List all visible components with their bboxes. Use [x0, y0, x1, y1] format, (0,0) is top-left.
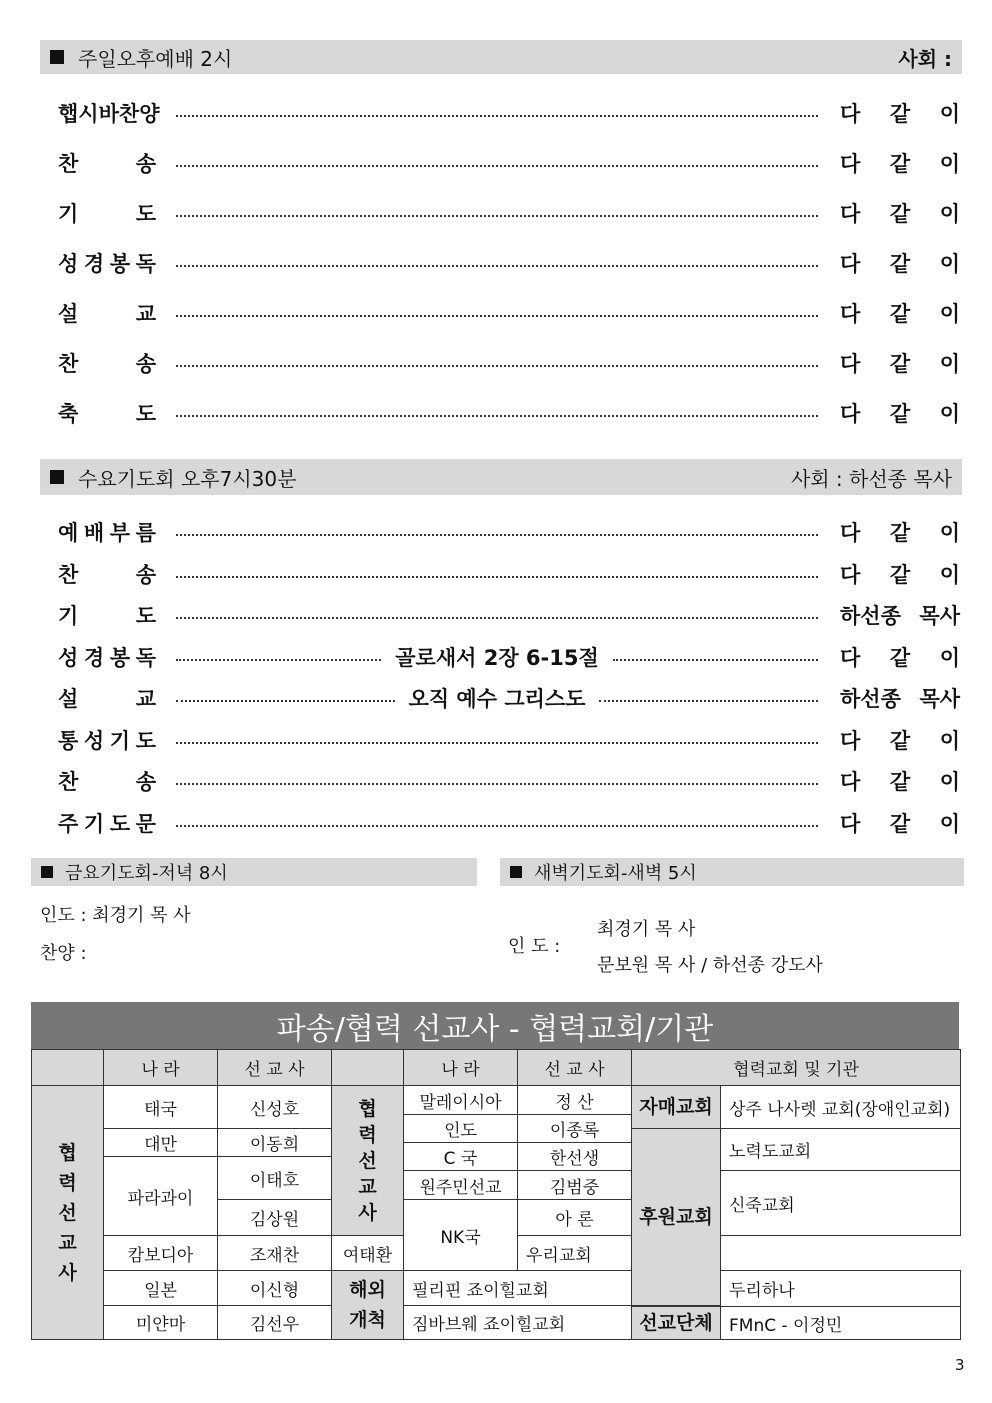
dotted-leader [176, 700, 395, 702]
left-country: 태국 [104, 1086, 218, 1129]
program-detail: 오직 예수 그리스도 [408, 687, 586, 711]
sunday-host: 사회 : [898, 46, 952, 71]
label-glyph: 경 [83, 646, 105, 670]
square-bullet-icon [41, 866, 53, 878]
mission-org: FMnC - 이정민 [721, 1307, 961, 1340]
label-glyph: 주 [58, 812, 79, 836]
label-glyph: 같 [889, 152, 911, 176]
label-glyph: 송 [135, 352, 156, 376]
label-glyph: 이 [939, 252, 960, 276]
label-glyph: 같 [889, 646, 911, 670]
program-value [840, 725, 960, 755]
support-church: 노력도교회 [721, 1129, 961, 1171]
program-row [58, 148, 960, 178]
header-blank [32, 1050, 104, 1086]
program-value [840, 298, 960, 328]
label-glyph: 목사 [919, 687, 961, 711]
dawn-title: 새벽기도회-새벽 5시 [534, 863, 697, 884]
label-glyph: 축 [58, 402, 79, 426]
program-row [58, 559, 960, 589]
label-glyph: 기 [58, 202, 79, 226]
dotted-leader [613, 659, 818, 661]
wednesday-title: 수요기도회 오후7시30분 [78, 466, 297, 491]
program-label [58, 725, 156, 755]
label-glyph: 찬 [58, 770, 79, 794]
program-value [840, 248, 960, 278]
label-glyph: 예 [58, 521, 79, 545]
label-glyph: 같 [889, 812, 911, 836]
left-country: 파라과이 [104, 1157, 218, 1236]
dotted-leader [176, 415, 818, 417]
label-glyph: 다 [840, 202, 861, 226]
label-glyph: 이 [939, 352, 960, 376]
mid-country: 인도 [404, 1115, 518, 1143]
dotted-leader [176, 576, 818, 578]
mid-country: C 국 [404, 1143, 518, 1171]
dotted-leader [176, 825, 818, 827]
label-glyph: 다 [840, 646, 861, 670]
label-glyph: 같 [889, 252, 911, 276]
label-glyph: 같 [889, 770, 911, 794]
program-row [58, 683, 960, 713]
left-country: 미얀마 [104, 1306, 218, 1340]
dawn-leader-2: 문보원 목 사 / 하선종 강도사 [597, 955, 823, 976]
program-value [840, 148, 960, 178]
label-glyph: 문 [135, 812, 156, 836]
label-glyph: 다 [840, 563, 861, 587]
label-glyph: 다 [840, 812, 861, 836]
label-glyph: 찬 [58, 352, 79, 376]
label-glyph: 기 [83, 812, 105, 836]
program-row [58, 348, 960, 378]
square-bullet-icon [50, 50, 64, 64]
label-glyph: 도 [135, 729, 156, 753]
label-glyph: 름 [135, 521, 156, 545]
header-country: 나 라 [104, 1050, 218, 1086]
header-missionary: 선 교 사 [218, 1050, 332, 1086]
label-glyph: 하선종 [840, 687, 901, 711]
program-label [58, 248, 156, 278]
mid-name: 정 산 [518, 1086, 632, 1115]
program-label [58, 398, 156, 428]
label-glyph: 이 [939, 402, 960, 426]
label-glyph: 다 [840, 402, 861, 426]
label-glyph: 교 [135, 302, 156, 326]
dotted-leader [176, 315, 818, 317]
label-glyph: 도 [109, 812, 131, 836]
label-glyph: 성 [83, 729, 105, 753]
label-glyph: 찬 [58, 152, 79, 176]
header-partners: 협력교회 및 기관 [632, 1050, 961, 1086]
mid-country: 원주민선교 [404, 1171, 518, 1200]
label-glyph: 이 [939, 729, 960, 753]
missions-table [31, 1049, 961, 1340]
program-value [840, 808, 960, 838]
dotted-leader [176, 659, 381, 661]
label-glyph: 봉 [109, 646, 131, 670]
label-glyph: 경 [83, 252, 105, 276]
header-blank [332, 1050, 404, 1086]
label-glyph: 양 [139, 102, 160, 126]
dotted-leader [176, 115, 818, 117]
program-row [58, 517, 960, 547]
overseas-label-text: 해외 개척 [349, 1279, 386, 1331]
overseas-church: 짐바브웨 죠이힐교회 [404, 1306, 632, 1340]
sister-church: 상주 나사렛 교회(장애인교회) [721, 1086, 961, 1129]
label-glyph: 교 [135, 687, 156, 711]
label-glyph: 이 [939, 302, 960, 326]
program-label [58, 559, 156, 589]
program-value [840, 642, 960, 672]
program-row [58, 725, 960, 755]
label-glyph: 같 [889, 563, 911, 587]
label-glyph: 송 [135, 770, 156, 794]
label-glyph: 같 [889, 352, 911, 376]
wednesday-host: 사회 : 하선종 목사 [790, 466, 952, 491]
dawn-leader-1: 최경기 목 사 [597, 919, 696, 940]
page-number: 3 [955, 1356, 965, 1374]
overseas-label [332, 1271, 404, 1340]
program-label [58, 808, 156, 838]
mid-country: 말레이시아 [404, 1086, 518, 1115]
label-glyph: 부 [109, 521, 131, 545]
left-name: 이태호 [218, 1157, 332, 1200]
left-name: 이신형 [218, 1271, 332, 1306]
program-value [840, 517, 960, 547]
label-glyph: 같 [889, 102, 911, 126]
program-row [58, 298, 960, 328]
label-glyph: 이 [939, 770, 960, 794]
label-glyph: 시 [78, 102, 99, 126]
program-label [58, 198, 156, 228]
label-glyph: 기 [58, 604, 79, 628]
left-country: 캄보디아 [104, 1236, 218, 1271]
label-glyph: 이 [939, 646, 960, 670]
square-bullet-icon [510, 866, 522, 878]
support-label: 후원교회 [632, 1129, 721, 1306]
left-name: 조재찬 [218, 1236, 332, 1271]
program-value [840, 398, 960, 428]
program-label [58, 348, 156, 378]
label-glyph: 독 [135, 252, 156, 276]
wednesday-header [40, 459, 962, 495]
program-value [840, 683, 960, 713]
sister-label: 자매교회 [632, 1086, 721, 1129]
label-glyph: 도 [135, 202, 156, 226]
friday-header [31, 858, 477, 886]
dotted-leader [176, 215, 818, 217]
square-bullet-icon [50, 470, 64, 484]
label-glyph: 이 [939, 202, 960, 226]
program-value [840, 198, 960, 228]
label-glyph: 이 [939, 812, 960, 836]
program-label [58, 683, 156, 713]
program-value [840, 766, 960, 796]
dawn-leader-label: 인 도 : [508, 936, 561, 957]
friday-worship: 찬양 : [40, 943, 87, 964]
program-detail: 골로새서 2장 6-15절 [395, 646, 599, 670]
dotted-leader [176, 783, 818, 785]
label-glyph: 도 [135, 604, 156, 628]
program-row [58, 98, 960, 128]
org-label: 선교단체 [632, 1307, 721, 1340]
left-country: 일본 [104, 1271, 218, 1306]
side-label-left [32, 1086, 104, 1340]
overseas-church: 필리핀 죠이힐교회 [404, 1271, 632, 1306]
label-glyph: 다 [840, 252, 861, 276]
dotted-leader [176, 165, 818, 167]
label-glyph: 배 [83, 521, 105, 545]
program-label [58, 600, 156, 630]
label-glyph: 같 [889, 202, 911, 226]
label-glyph: 다 [840, 302, 861, 326]
left-country: 대만 [104, 1129, 218, 1157]
label-glyph: 이 [939, 152, 960, 176]
label-glyph: 독 [135, 646, 156, 670]
label-glyph: 찬 [58, 563, 79, 587]
sunday-title: 주일오후예배 2시 [78, 46, 233, 71]
label-glyph: 송 [135, 152, 156, 176]
label-glyph: 같 [889, 521, 911, 545]
mid-name: 여태환 [332, 1236, 404, 1271]
label-glyph: 바 [98, 102, 119, 126]
missions-title: 파송/협력 선교사 - 협력교회/기관 [31, 1002, 959, 1050]
label-glyph: 이 [939, 563, 960, 587]
label-glyph: 같 [889, 302, 911, 326]
label-glyph: 통 [58, 729, 79, 753]
label-glyph: 이 [939, 102, 960, 126]
label-glyph: 같 [889, 729, 911, 753]
program-label [58, 642, 156, 672]
label-glyph: 다 [840, 521, 861, 545]
support-church: 신죽교회 [721, 1171, 961, 1236]
program-value [840, 348, 960, 378]
side-label-text: 협 력 선 교 사 [358, 1097, 377, 1224]
friday-title: 금요기도회-저녁 8시 [65, 863, 228, 884]
mid-name: 김범중 [518, 1171, 632, 1200]
left-name: 김상원 [218, 1200, 332, 1236]
program-value [840, 98, 960, 128]
label-glyph: 기 [109, 729, 131, 753]
program-row [58, 248, 960, 278]
program-row [58, 766, 960, 796]
program-row [58, 600, 960, 630]
program-row [58, 808, 960, 838]
label-glyph: 도 [135, 402, 156, 426]
program-value [840, 600, 960, 630]
dotted-leader [176, 265, 818, 267]
program-label [58, 298, 156, 328]
label-glyph: 송 [135, 563, 156, 587]
mid-name: 아 론 [518, 1200, 632, 1236]
label-glyph: 설 [58, 302, 79, 326]
support-church: 우리교회 [518, 1236, 632, 1271]
label-glyph: 다 [840, 729, 861, 753]
mid-name: 한선생 [518, 1143, 632, 1171]
program-label [58, 766, 156, 796]
program-label [58, 517, 156, 547]
program-label [58, 98, 160, 128]
label-glyph: 다 [840, 102, 861, 126]
side-label-text: 협 력 선 교 사 [58, 1141, 77, 1284]
dotted-leader [176, 617, 818, 619]
label-glyph: 다 [840, 770, 861, 794]
header-country: 나 라 [404, 1050, 518, 1086]
mid-country: NK국 [404, 1200, 518, 1271]
program-value [840, 559, 960, 589]
dotted-leader [176, 742, 818, 744]
label-glyph: 찬 [118, 102, 140, 126]
dawn-header [500, 858, 964, 886]
dotted-leader [176, 365, 818, 367]
program-row [58, 198, 960, 228]
dotted-leader [176, 534, 818, 536]
label-glyph: 하선종 [840, 604, 901, 628]
label-glyph: 다 [840, 152, 861, 176]
label-glyph: 햅 [58, 102, 79, 126]
friday-leader: 인도 : 최경기 목 사 [40, 905, 191, 926]
program-row [58, 398, 960, 428]
support-church: 두리하나 [721, 1271, 961, 1307]
left-name: 김선우 [218, 1306, 332, 1340]
side-label-mid [332, 1086, 404, 1236]
mid-name: 이종록 [518, 1115, 632, 1143]
program-row [58, 642, 960, 672]
label-glyph: 설 [58, 687, 79, 711]
label-glyph: 같 [889, 402, 911, 426]
label-glyph: 성 [58, 646, 79, 670]
program-label [58, 148, 156, 178]
header-missionary: 선 교 사 [518, 1050, 632, 1086]
dotted-leader [599, 700, 818, 702]
left-name: 이동희 [218, 1129, 332, 1157]
label-glyph: 봉 [109, 252, 131, 276]
label-glyph: 다 [840, 352, 861, 376]
sunday-header [40, 40, 962, 74]
left-name: 신성호 [218, 1086, 332, 1129]
label-glyph: 목사 [919, 604, 960, 628]
label-glyph: 이 [939, 521, 960, 545]
label-glyph: 성 [58, 252, 79, 276]
